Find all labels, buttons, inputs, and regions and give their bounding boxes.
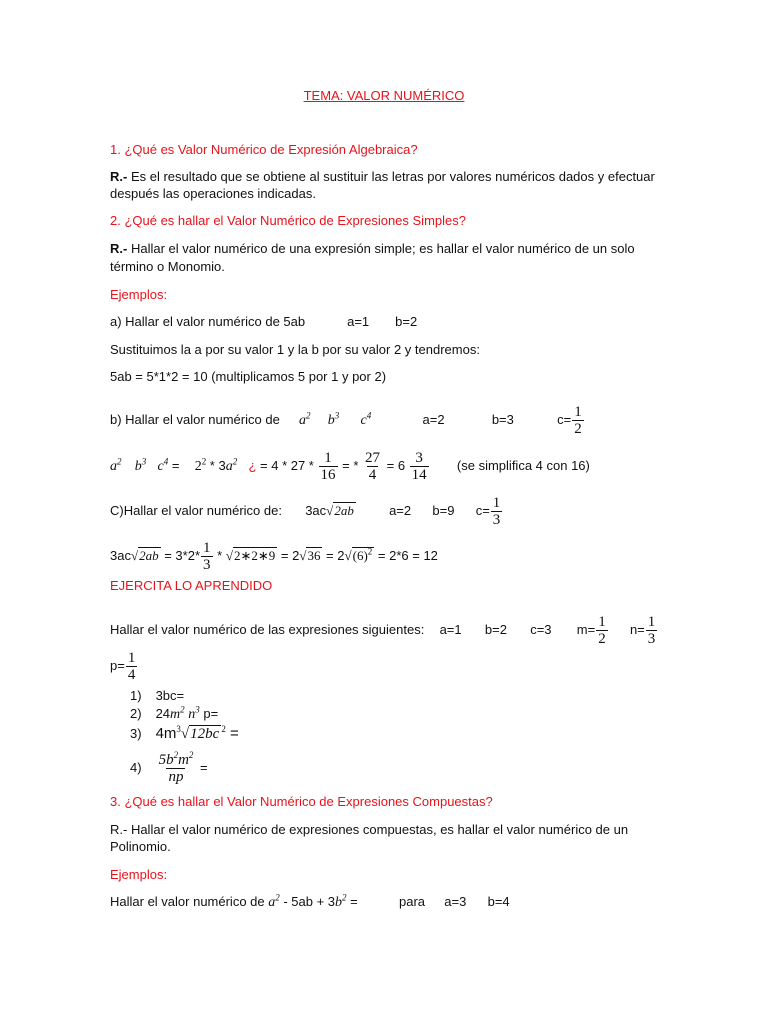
answer-text: Hallar el valor numérico de una expresión simple; es hallar el valor numérico de un solo — [127, 241, 635, 256]
example-a-text: a) Hallar el valor numérico de 5ab — [110, 314, 306, 329]
equals-sign: = — [346, 894, 358, 909]
expression-3ac: 3ac — [305, 502, 327, 518]
fraction-1-3: $\frac{1}{3}$ — [203, 540, 211, 573]
item-expression-tail: = — [196, 759, 208, 775]
page-title: TEMA: VALOR NUMÉRICO — [303, 88, 465, 103]
value-a: a=2 — [422, 411, 445, 427]
fraction-m: $\frac{1}{2}$ — [598, 614, 606, 647]
radical-2ab: √2ab — [130, 547, 159, 563]
answer-text: Es el resultado que se obtiene al sustituir las letras por valores numéricos dados y efectuar — [127, 169, 655, 184]
expression-3ac: 3ac — [110, 547, 131, 563]
step-text: * — [213, 547, 223, 563]
value-m-label: m= — [576, 621, 596, 637]
simplify-note: (se simplifica 4 con 16) — [456, 457, 590, 473]
para-label: para — [399, 894, 426, 909]
item-expression-tail: = — [225, 725, 239, 742]
question-2-answer-line2: término o Monomio. — [110, 259, 225, 274]
value-b: b=9 — [432, 502, 455, 518]
item-expression: 4m — [155, 725, 177, 742]
question-1-answer-line1 — [110, 168, 655, 185]
value-b: b=2 — [395, 314, 418, 329]
monomial-c4: $c^4$ — [360, 410, 372, 428]
monomial-m2: $m^2$ — [170, 704, 185, 722]
error-glyph: ¿ — [248, 457, 257, 473]
monomial-a2: $a^2$ — [268, 892, 280, 910]
exercise-item-4 — [130, 752, 208, 785]
exercise-label: EJERCITA LO APRENDIDO — [110, 578, 273, 593]
item-number: 4) — [130, 759, 142, 775]
question-2-answer-line1 — [110, 240, 635, 257]
value-b: b=4 — [487, 894, 510, 909]
question-3-heading: 3. ¿Qué es hallar el Valor Numérico de Expresiones Compuestas? — [110, 794, 493, 809]
radical-6-squared: $√(6)^2$ — [344, 546, 373, 563]
step-text: = 3*2* — [160, 547, 201, 563]
value-c-label: c= — [557, 411, 572, 427]
example-c-text: C)Hallar el valor numérico de: — [110, 502, 282, 518]
step-text: = 6 — [383, 457, 406, 473]
value-a: a=2 — [389, 502, 412, 518]
value-b: b=3 — [491, 411, 514, 427]
monomial-c4: $c^4$ — [157, 456, 169, 474]
value-b: b=2 — [484, 621, 507, 637]
fraction-n: $\frac{1}{3}$ — [647, 614, 656, 647]
fraction-1-16: $\frac{1}{16}$ — [320, 450, 336, 483]
example-a-result: 5ab = 5*1*2 = 10 (multiplicamos 5 por 1 y por 2) — [110, 369, 387, 384]
r-label: R.- — [110, 241, 128, 256]
exercise-statement — [110, 614, 658, 647]
monomial-b3: $b^3$ — [327, 410, 340, 428]
fraction-c: $\frac{1}{3}$ — [492, 495, 501, 528]
step-text: = 2*6 = 12 — [374, 547, 438, 563]
question-2-heading: 2. ¿Qué es hallar el Valor Numérico de Expresiones Simples? — [110, 213, 466, 228]
step-text: = * — [338, 457, 359, 473]
example-b-text: b) Hallar el valor numérico de — [110, 411, 280, 427]
value-a: a=1 — [439, 621, 462, 637]
exercise-item-3 — [130, 725, 239, 743]
fraction-3-14: $\frac{3}{14}$ — [411, 450, 427, 483]
example-d — [110, 893, 510, 911]
fraction-p: $\frac{1}{4}$ — [127, 650, 136, 683]
monomial-b2: $b^2$ — [335, 892, 347, 910]
monomial-a2: $a^2$ — [110, 456, 122, 474]
question-3-answer-line2: Polinomio. — [110, 839, 171, 854]
step-text: = 2 — [277, 547, 300, 563]
value-c: c=3 — [530, 621, 552, 637]
example-a — [110, 313, 417, 330]
examples-label: Ejemplos: — [110, 287, 168, 302]
exercise-item-1 — [130, 687, 184, 704]
monomial-n3: $n^3$ — [188, 704, 200, 722]
value-a: a=1 — [347, 314, 370, 329]
item-number: 2) — [130, 706, 142, 721]
example-a-substitution: Sustituimos la a por su valor 1 y la b por su valor 2 y tendremos: — [110, 342, 480, 357]
fraction-c: $\frac{1}{2}$ — [574, 404, 582, 437]
radical-2-2-9: √2∗2∗9 — [225, 547, 276, 563]
item-number: 3) — [130, 726, 142, 741]
item-expression: 24 — [155, 706, 171, 721]
value-n-label: n= — [629, 621, 645, 637]
exercise-item-2 — [130, 705, 218, 723]
monomial-a2: $a^2$ — [299, 410, 311, 428]
fraction-item-4: $\frac{5b^2m^2}{np}$ — [158, 750, 194, 785]
step-text: = 4 * 27 * — [256, 457, 314, 473]
power-a2: $a^2$ — [225, 456, 238, 474]
item-number: 1) — [130, 688, 142, 703]
step-text: = 2 — [322, 547, 345, 563]
exercise-text: Hallar el valor numérico de las expresiones siguientes: — [110, 621, 425, 637]
question-1-answer-line2: después las operaciones indicadas. — [110, 186, 316, 201]
r-label: R.- — [110, 169, 128, 184]
value-c-label: c= — [475, 502, 490, 518]
radical-36: √36 — [299, 547, 321, 563]
item-expression-tail: p= — [199, 706, 219, 721]
example-c — [110, 495, 503, 528]
examples-2-label: Ejemplos: — [110, 867, 168, 882]
example-b — [110, 404, 585, 437]
fraction-27-4: $\frac{27}{4}$ — [365, 450, 380, 483]
question-3-answer-line1: R.- Hallar el valor numérico de expresiones compuestas, es hallar el valor numérico de un — [110, 822, 629, 837]
example-c-result — [110, 540, 438, 573]
example-d-text: Hallar el valor numérico de — [110, 894, 265, 909]
value-a: a=3 — [444, 894, 467, 909]
step-text: * 3 — [206, 457, 226, 473]
example-b-result — [110, 450, 590, 483]
equals-sign: = — [168, 457, 180, 473]
power-2-2: $2^2$ — [194, 456, 207, 474]
exercise-p — [110, 650, 138, 683]
step-text: - 5ab + 3 — [279, 894, 336, 909]
value-p-label: p= — [110, 657, 125, 673]
radical-2ab: √2ab — [326, 502, 354, 518]
cube-root: $^3$√12bc $^2$ — [176, 724, 226, 742]
question-1-heading: 1. ¿Qué es Valor Numérico de Expresión Algebraica? — [110, 142, 418, 157]
monomial-b3: $b^3$ — [134, 456, 147, 474]
item-expression: 3bc= — [155, 688, 185, 703]
